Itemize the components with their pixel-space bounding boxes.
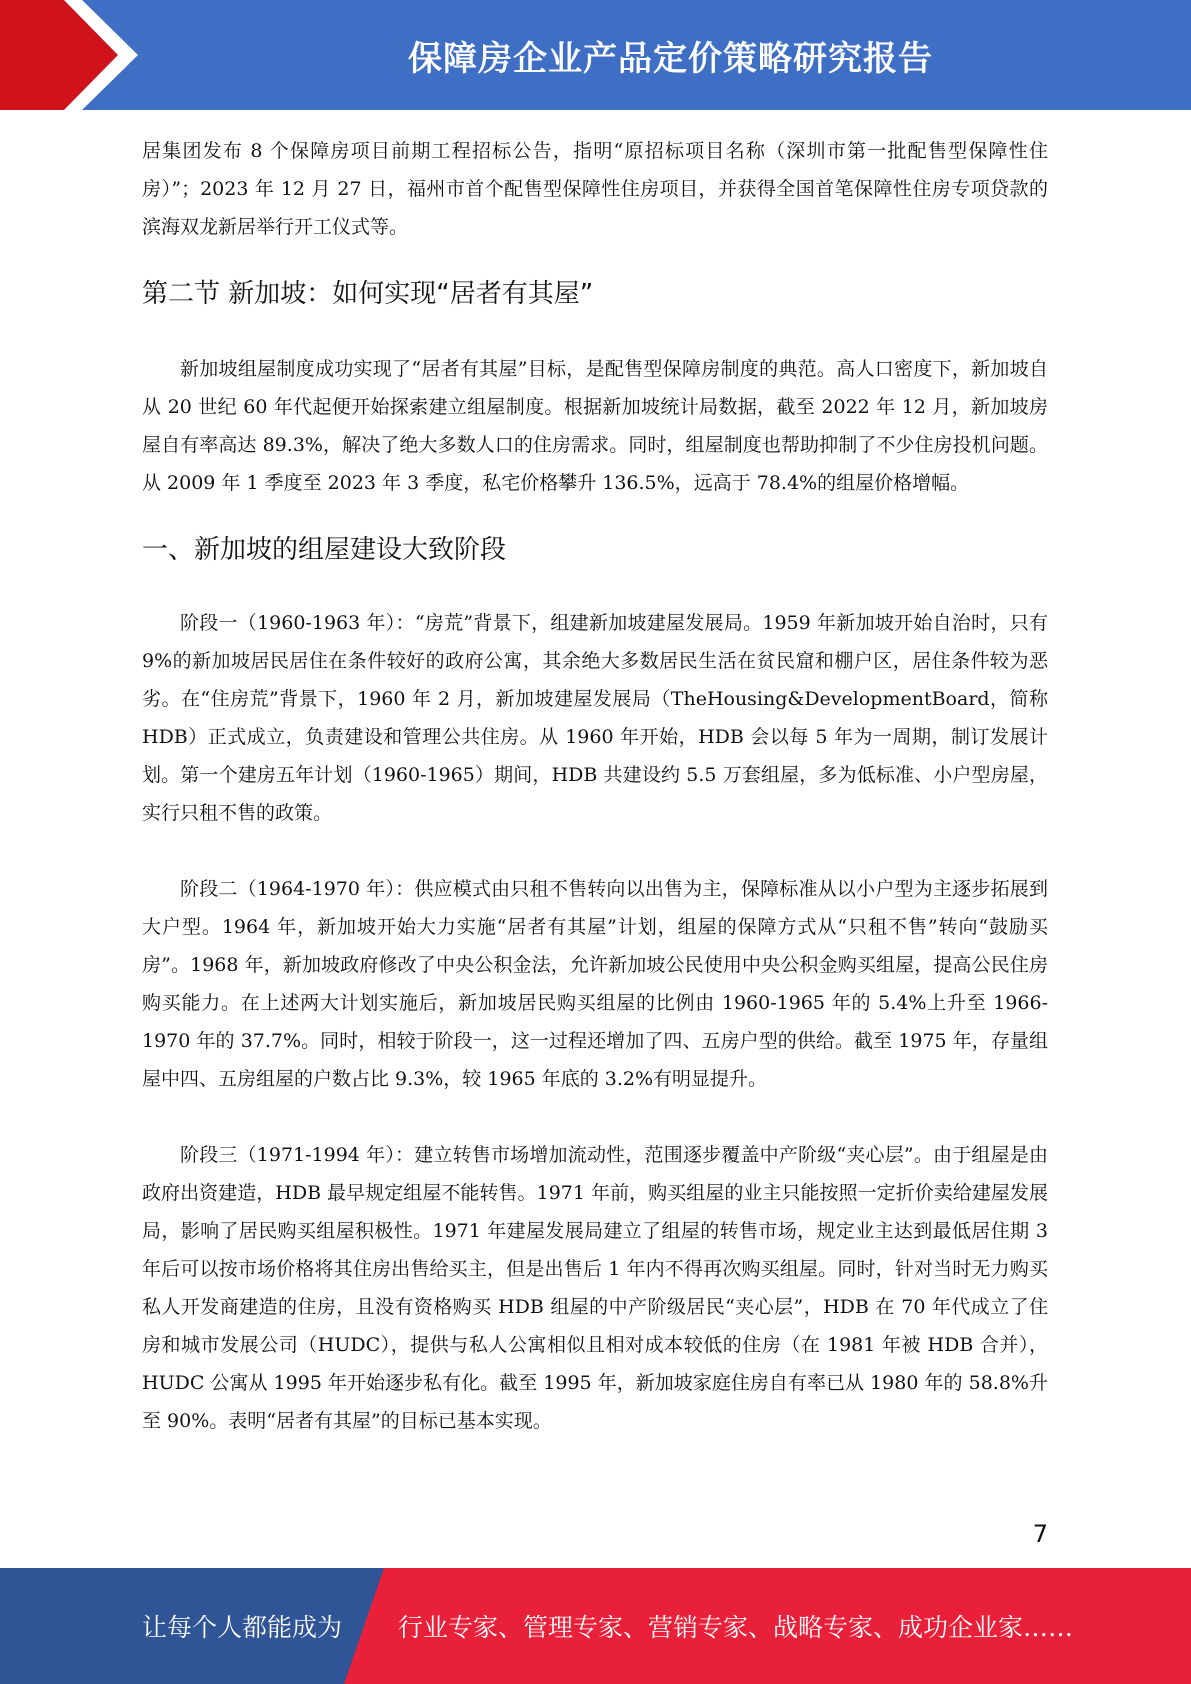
page-footer <box>0 1568 1191 1684</box>
paragraph: 居集团发布 8 个保障房项目前期工程招标公告，指明“原招标项目名称（深圳市第一批配售型保障性住房）”；2023 年 12 月 27 日，福州市首个配售型保障性住房项目，并获得全国首笔保障性住房专项贷款的滨海双龙新居举行开工仪式等。 <box>142 140 1048 238</box>
main-content <box>142 132 1048 1440</box>
report-title: 保障房企业产品定价策略研究报告 <box>408 38 933 79</box>
chevron-arrow-icon <box>0 0 160 110</box>
paragraph: 阶段二（1964-1970 年）：供应模式由只租不售转向以出售为主，保障标准从以小户型为主逐步拓展到大户型。1964 年，新加坡开始大力实施“居者有其屋”计划，组屋的保障方式从“只租不售”转向“鼓励买房”。1968 年，新加坡政府修改了中央公积金法，允许新加坡公民使用中央公积金购买组屋，提高公民住房购买能力。在上述两大计划实施后，新加坡居民购买组屋的比例由 1960-1965 年的 5.4%上升至 1966-1970 年的 37.7%。同时，相较于阶段一，这一过程还增加了四、五房户型的供给。截至 1975 年，存量组屋中四、五房组屋的户数占比 9.3%，较 1965 年底的 3.2%有明显提升。 <box>142 878 1048 1090</box>
footer-slogan-right: 行业专家、管理专家、营销专家、战略专家、成功企业家…… <box>398 1613 1074 1642</box>
page-header <box>0 0 1191 110</box>
section-heading: 第二节 新加坡：如何实现“居者有其屋” <box>142 279 594 309</box>
page-number: 7 <box>1032 1520 1048 1548</box>
paragraph: 阶段一（1960-1963 年）：“房荒”背景下，组建新加坡建屋发展局。1959 年新加坡开始自治时，只有 9%的新加坡居民居住在条件较好的政府公寓，其余绝大多数居民生活在贫民窟和棚户区，居住条件较为恶劣。在“住房荒”背景下，1960 年 2 月，新加坡建屋发展局（TheHousing&DevelopmentBoard，简称 HDB）正式成立，负责建设和管理公共住房。从 1960 年开始，HDB 会以每 5 年为一周期，制订发展计划。第一个建房五年计划（1960-1965）期间，HDB 共建设约 5.5 万套组屋，多为低标准、小户型房屋，实行只租不售的政策。 <box>142 612 1048 824</box>
paragraph: 新加坡组屋制度成功实现了“居者有其屋”目标，是配售型保障房制度的典范。高人口密度下，新加坡自从 20 世纪 60 年代起便开始探索建立组屋制度。根据新加坡统计局数据，截至 2022 年 12 月，新加坡房屋自有率高达 89.3%，解决了绝大多数人口的住房需求。同时，组屋制度也帮助抑制了不少住房投机问题。从 2009 年 1 季度至 2023 年 3 季度，私宅价格攀升 136.5%，远高于 78.4%的组屋价格增幅。 <box>142 358 1048 494</box>
footer-slogan-left: 让每个人都能成为 <box>142 1613 343 1642</box>
paragraph: 阶段三（1971-1994 年）：建立转售市场增加流动性，范围逐步覆盖中产阶级“夹心层”。由于组屋是由政府出资建造，HDB 最早规定组屋不能转售。1971 年前，购买组屋的业主只能按照一定折价卖给建屋发展局，影响了居民购买组屋积极性。1971 年建屋发展局建立了组屋的转售市场，规定业主达到最低居住期 3 年后可以按市场价格将其住房出售给买主，但是出售后 1 年内不得再次购买组屋。同时，针对当时无力购买私人开发商建造的住房，且没有资格购买 HDB 组屋的中产阶级居民“夹心层”，HDB 在 70 年代成立了住房和城市发展公司（HUDC），提供与私人公寓相似且相对成本较低的住房（在 1981 年被 HDB 合并），HUDC 公寓从 1995 年开始逐步私有化。截至 1995 年，新加坡家庭住房自有率已从 1980 年的 58.8%升至 90%。表明“居者有其屋”的目标已基本实现。 <box>142 1144 1048 1432</box>
subsection-heading: 一、新加坡的组屋建设大致阶段 <box>142 535 507 565</box>
